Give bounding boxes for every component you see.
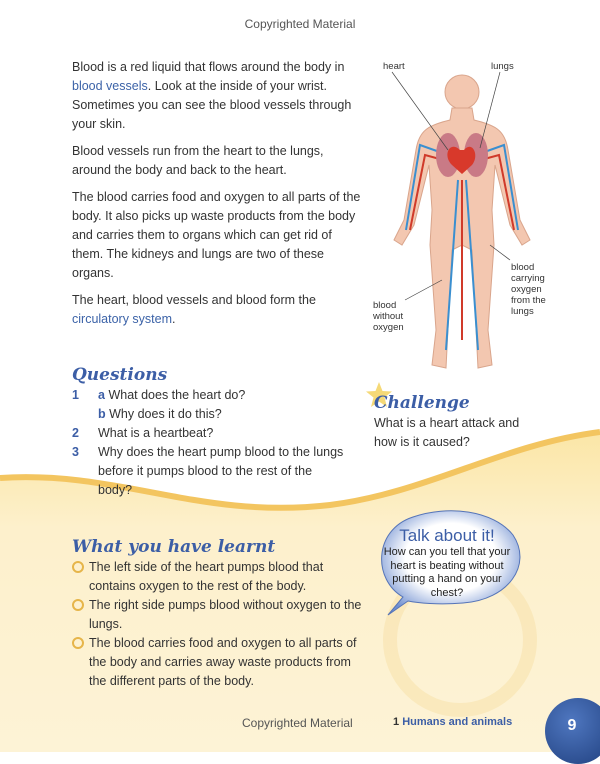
paragraph-vessels: Blood vessels run from the heart to the lungs, around the body and back to the heart. — [72, 144, 324, 177]
label-blood-with-oxygen: blood carrying oxygen from the lungs — [511, 262, 546, 317]
page-number: 9 — [545, 698, 600, 764]
question-3 — [72, 443, 347, 500]
question-letter: a — [98, 388, 105, 402]
label-heart: heart — [383, 61, 405, 72]
question-number: 1 — [72, 388, 79, 402]
talk-about-it — [372, 512, 522, 632]
chapter-label — [393, 716, 512, 728]
copyright-footer: Copyrighted Material — [242, 716, 353, 730]
label-lungs: lungs — [491, 61, 514, 72]
question-text: Why does the heart pump blood to the lungs before it pumps blood to the rest of the body? — [98, 445, 344, 497]
learnt-heading: What you have learnt — [72, 537, 276, 557]
keyword-blood-vessels: blood vessels — [72, 79, 148, 93]
question-1b — [72, 405, 362, 424]
chapter-title: Humans and animals — [402, 716, 513, 728]
text: . Look at the inside of your wrist. Sometimes you can see the blood vessels through your skin. — [72, 79, 352, 131]
learnt-item — [72, 596, 362, 634]
paragraph-blood — [72, 58, 362, 134]
swirl-bullet-icon — [72, 599, 84, 611]
learnt-item — [72, 558, 362, 596]
text: Blood is a red liquid that flows around the body in — [72, 60, 345, 74]
text: . — [172, 312, 176, 326]
learnt-section — [72, 536, 362, 691]
question-1a — [72, 386, 362, 405]
learnt-item — [72, 634, 362, 691]
copyright-header: Copyrighted Material — [244, 17, 356, 31]
learnt-text: The left side of the heart pumps blood that contains oxygen to the rest of the body. — [89, 560, 324, 593]
challenge-section — [374, 392, 534, 452]
circulatory-system-diagram — [380, 70, 550, 390]
questions-section — [72, 364, 362, 500]
question-letter: b — [98, 407, 106, 421]
keyword-circulatory-system: circulatory system — [72, 312, 173, 326]
question-text: Why does it do this? — [109, 407, 222, 421]
chapter-number: 1 — [393, 716, 400, 728]
learnt-text: The right side pumps blood without oxygen to the lungs. — [89, 598, 362, 631]
question-text: What is a heartbeat? — [98, 426, 214, 440]
swirl-bullet-icon — [72, 561, 84, 573]
label-blood-without-oxygen: blood without oxygen — [373, 300, 404, 333]
paragraph-circulatory — [72, 291, 362, 329]
questions-heading: Questions — [72, 365, 168, 385]
talk-text: How can you tell that your heart is beating without putting a hand on your chest? — [383, 546, 511, 599]
intro-text — [72, 58, 362, 337]
swirl-bullet-icon — [72, 637, 84, 649]
text: The heart, blood vessels and blood form the — [72, 293, 316, 307]
paragraph-carries: The blood carries food and oxygen to all parts of the body. It also picks up waste products from the body and carries them to organs which can get rid of them. The kidneys and lungs are two of these organs. — [72, 190, 361, 280]
challenge-text: What is a heart attack and how is it caused? — [374, 416, 520, 449]
question-2 — [72, 424, 362, 443]
question-number: 3 — [72, 445, 79, 459]
challenge-heading: Challenge — [374, 393, 470, 413]
talk-heading: Talk about it! — [399, 526, 495, 545]
question-text: What does the heart do? — [108, 388, 246, 402]
learnt-text: The blood carries food and oxygen to all parts of the body and carries away waste products from the different parts of the body. — [89, 636, 357, 688]
question-number: 2 — [72, 426, 79, 440]
